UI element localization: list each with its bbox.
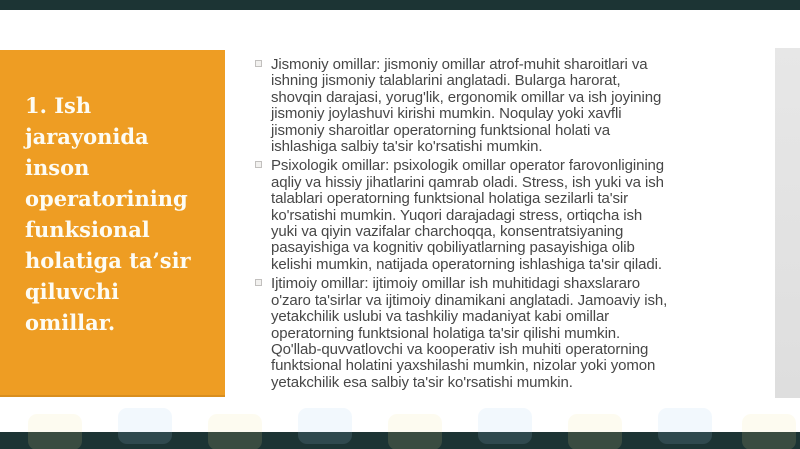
text-line: o'zaro ta'sirlar va ijtimoiy dinamikani anglatadi. Jamoaviy ish, — [271, 291, 668, 309]
bullet-paragraph — [271, 276, 776, 391]
text-line: Qo'llab-quvvatlovchi va kooperativ ish muhiti operatorning — [271, 340, 649, 358]
text-line: ishlashiga salbiy ta'sir ko'rsatishi mumkin. — [271, 138, 543, 156]
text-line: yetakchilik uslubi va tashkiliy madaniyat kabi omillar — [271, 308, 610, 326]
title-line: qiluvchi — [25, 279, 120, 304]
title-line: 1. Ish — [25, 93, 92, 118]
title-line: inson — [25, 155, 90, 180]
bullet-paragraph — [271, 158, 776, 273]
text-line: Psixologik omillar: psixologik omillar operator farovonligining — [271, 157, 665, 175]
watermark-blob — [742, 414, 796, 449]
bullet-paragraph — [271, 57, 776, 155]
watermark-blob — [208, 414, 262, 449]
text-line: funktsional holatini yaxshilashi mumkin, nizolar yoki yomon — [271, 357, 656, 375]
slide-title — [25, 90, 215, 338]
text-line: talablari operatorning funktsional holatiga sezilarli ta'sir — [271, 190, 629, 208]
bullet-square-icon — [255, 161, 262, 168]
watermark-blob — [568, 414, 622, 449]
top-border-bar — [0, 0, 800, 10]
text-line: yetakchilik esa salbiy ta'sir ko'rsatishi mumkin. — [271, 373, 573, 391]
bullet-square-icon — [255, 279, 262, 286]
title-line: operatorining — [25, 186, 188, 211]
watermark-blob — [658, 408, 712, 444]
text-line: ko'rsatishi mumkin. Yuqori darajadagi stress, ortiqcha ish — [271, 206, 643, 224]
text-line: jismoniy joylashuvi kirishi mumkin. Noqulay yoki xavfli — [271, 105, 622, 123]
watermark-blob — [118, 408, 172, 444]
title-line: holatiga ta’sir — [25, 248, 191, 273]
text-line: pasayishiga va kognitiv qobiliyatlarning pasayishiga olib — [271, 239, 635, 257]
watermark-blob — [478, 408, 532, 444]
text-line: shovqin darajasi, yorug'lik, ergonomik omillar va ish joyining — [271, 88, 662, 106]
text-line: yuki va qiyin vazifalar charchoqqa, konsentratsiyaning — [271, 223, 624, 241]
title-panel — [0, 50, 225, 397]
bullet-square-icon — [255, 60, 262, 67]
text-line: aqliy va hissiy jihatlarini qamrab oladi. Stress, ish yuki va ish — [271, 173, 664, 191]
watermark-blob — [28, 414, 82, 449]
text-line: operatorning funktsional holatiga ta'sir qilishi mumkin. — [271, 324, 621, 342]
watermark-blob — [298, 408, 352, 444]
text-line: ishning jismoniy talablarini anglatadi. Bularga harorat, — [271, 72, 621, 90]
title-line: omillar. — [25, 310, 116, 335]
title-line: jarayonida — [25, 124, 149, 149]
text-line: Ijtimoiy omillar: ijtimoiy omillar ish muhitidagi shaxslararo — [271, 275, 641, 293]
right-accent-bar — [775, 48, 800, 398]
watermark-pattern — [0, 402, 800, 449]
title-line: funksional — [25, 217, 150, 242]
text-line: jismoniy sharoitlar operatorning funktsional holati va — [271, 121, 610, 139]
text-line: Jismoniy omillar: jismoniy omillar atrof-muhit sharoitlari va — [271, 56, 648, 73]
text-line: kelishi mumkin, natijada operatorning ishlashiga ta'sir qiladi. — [271, 255, 662, 273]
slide-body — [271, 57, 776, 394]
watermark-blob — [388, 414, 442, 449]
